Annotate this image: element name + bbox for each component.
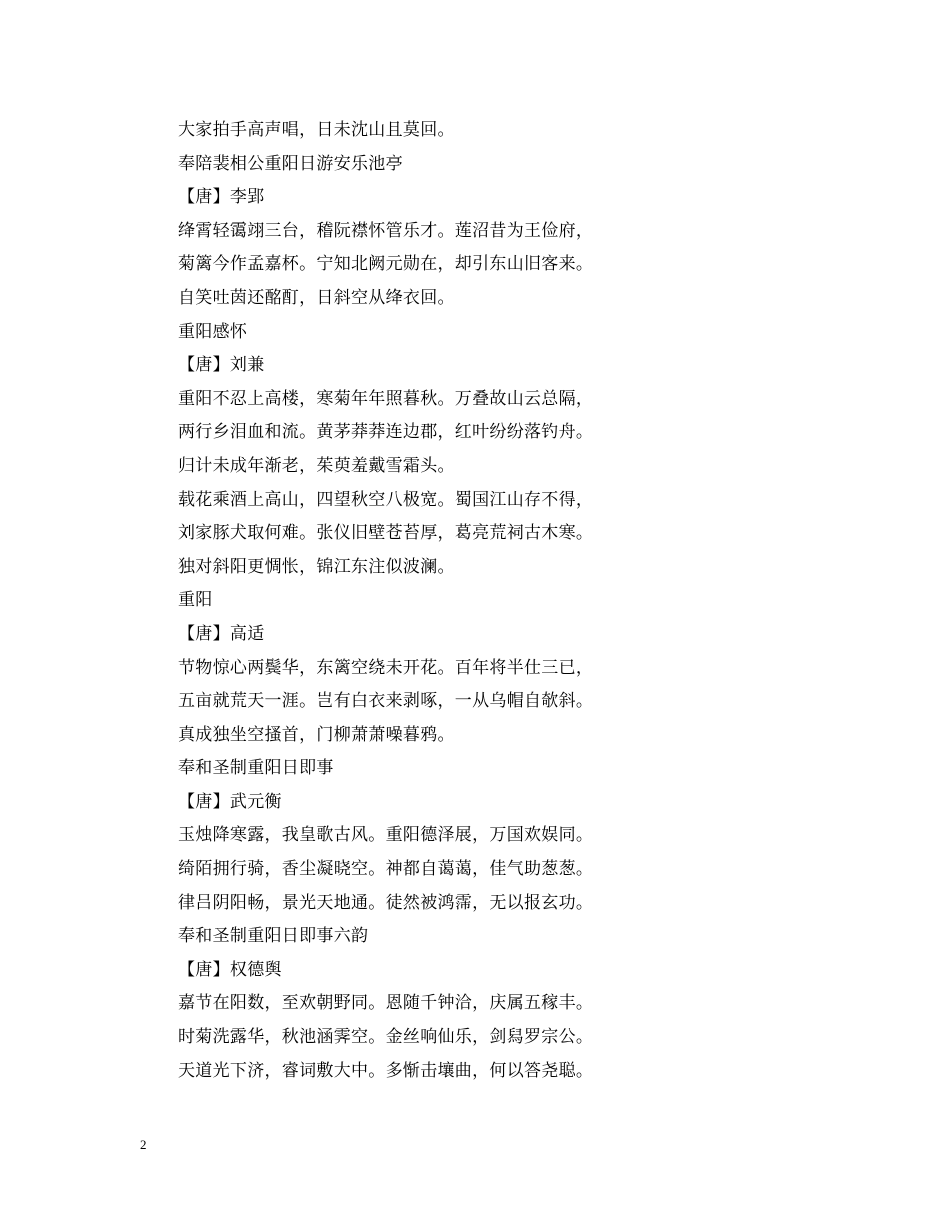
text-line: 绮陌拥行骑，香尘凝晓空。神都自蔼蔼，佳气助葱葱。: [178, 859, 594, 880]
text-line: 五亩就荒天一涯。岂有白衣来剥啄，一从乌帽自欹斜。: [178, 691, 594, 712]
poem-author: 【唐】权德舆: [178, 959, 282, 980]
text-line: 玉烛降寒露，我皇歌古风。重阳德泽展，万国欢娱同。: [178, 825, 594, 846]
text-line: 节物惊心两鬓华，东篱空绕未开花。百年将半仕三已，: [178, 657, 594, 678]
text-line: 自笑吐茵还酩酊，日斜空从绛衣回。: [178, 287, 455, 308]
document-body: [178, 114, 638, 1088]
poem-title: 奉和圣制重阳日即事六韵: [178, 926, 369, 947]
page-number: 2: [140, 1137, 147, 1152]
poem-title: 奉陪裴相公重阳日游安乐池亭: [178, 153, 403, 174]
poem-author: 【唐】武元衡: [178, 791, 282, 812]
text-line: 时菊洗露华，秋池涵霁空。金丝响仙乐，剑舄罗宗公。: [178, 1027, 594, 1048]
poem-author: 【唐】李郢: [178, 187, 265, 208]
text-line: 刘家豚犬取何难。张仪旧壁苍苔厚，葛亮荒祠古木寒。: [178, 523, 594, 544]
text-line: 载花乘酒上高山，四望秋空八极宽。蜀国江山存不得，: [178, 489, 594, 510]
text-line: 真成独坐空搔首，门柳萧萧噪暮鸦。: [178, 724, 455, 745]
poem-title: 重阳: [178, 590, 213, 611]
text-line: 律吕阴阳畅，景光天地通。徒然被鸿霈，无以报玄功。: [178, 892, 594, 913]
poem-title: 重阳感怀: [178, 321, 248, 342]
text-line: 绛霄轻霭翊三台，稽阮襟怀管乐才。莲沼昔为王俭府，: [178, 220, 594, 241]
text-line: 大家拍手高声唱，日未沈山且莫回。: [178, 120, 455, 140]
text-line: 嘉节在阳数，至欢朝野同。恩随千钟洽，庆属五稼丰。: [178, 993, 594, 1014]
poem-author: 【唐】高适: [178, 623, 265, 644]
text-line: 独对斜阳更惆怅，锦江东注似波澜。: [178, 556, 455, 577]
text-line: 菊篱今作孟嘉杯。宁知北阙元勋在，却引东山旧客来。: [178, 254, 594, 275]
text-line: 归计未成年渐老，茱萸羞戴雪霜头。: [178, 455, 455, 476]
text-line: 两行乡泪血和流。黄茅莽莽连边郡，红叶纷纷落钓舟。: [178, 422, 594, 443]
poem-author: 【唐】刘兼: [178, 355, 265, 376]
text-line: 天道光下济，睿词敷大中。多惭击壤曲，何以答尧聪。: [178, 1060, 594, 1081]
text-line: 重阳不忍上高楼，寒菊年年照暮秋。万叠故山云总隔，: [178, 388, 594, 409]
poem-title: 奉和圣制重阳日即事: [178, 758, 334, 779]
